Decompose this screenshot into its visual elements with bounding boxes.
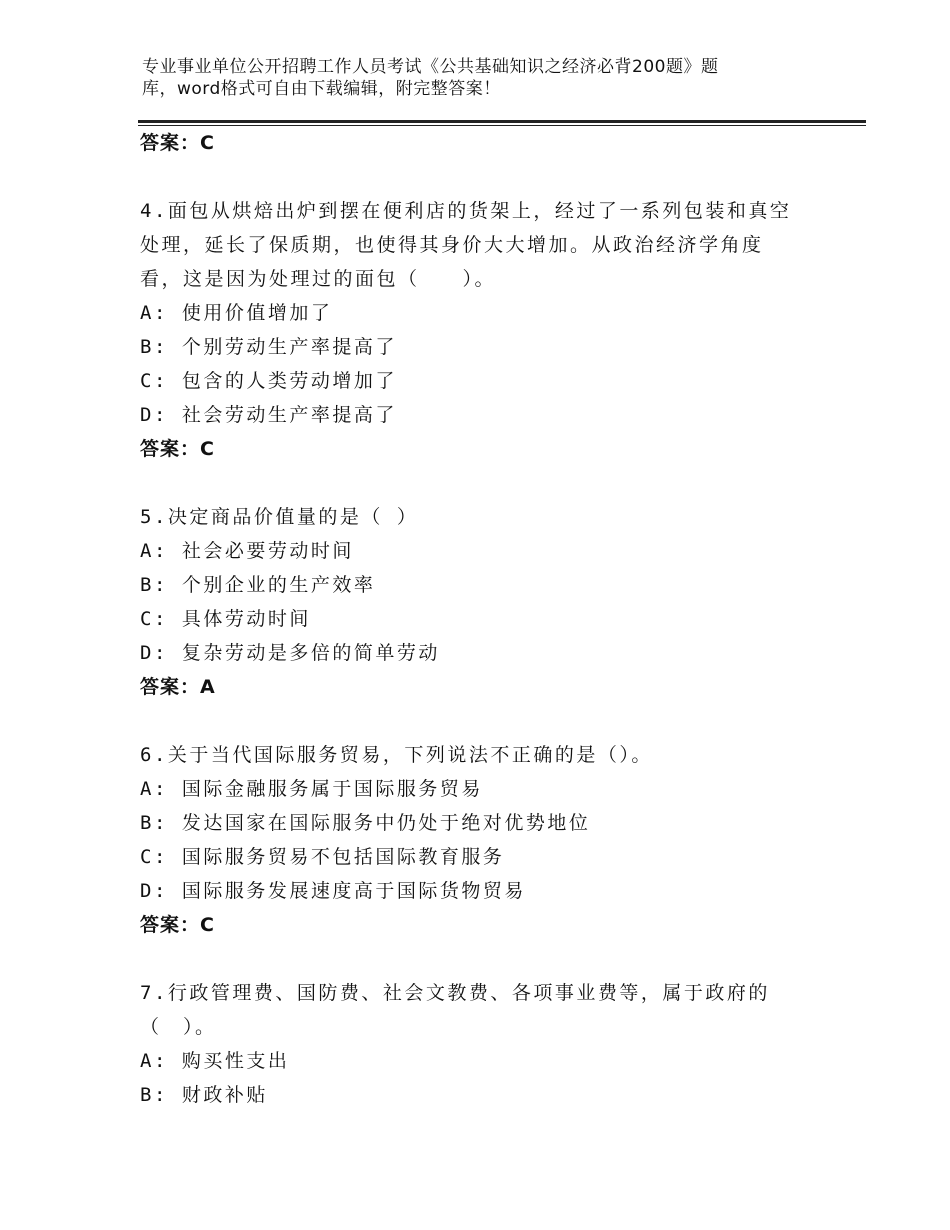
answer-line: 答案：C [140, 914, 215, 936]
document-header [142, 56, 782, 100]
option-b: B: 个别劳动生产率提高了 [140, 336, 397, 358]
option-a: A: 社会必要劳动时间 [140, 540, 354, 562]
question-text: 5.决定商品价值量的是（ ） [140, 506, 419, 528]
question-6 [140, 738, 820, 942]
option-d: D: 复杂劳动是多倍的简单劳动 [140, 642, 440, 664]
option-b: B: 个别企业的生产效率 [140, 574, 376, 596]
answer-line: 答案：C [140, 438, 215, 460]
question-text: 4.面包从烘焙出炉到摆在便利店的货架上，经过了一系列包装和真空处理，延长了保质期，也使得其身价大大增加。从政治经济学角度看，这是因为处理过的面包（ ）。 [140, 200, 792, 290]
question-5 [140, 500, 820, 704]
option-b: B: 发达国家在国际服务中仍处于绝对优势地位 [140, 812, 591, 834]
option-c: C: 包含的人类劳动增加了 [140, 370, 397, 392]
option-d: D: 国际服务发展速度高于国际货物贸易 [140, 880, 526, 902]
question-text: 7.行政管理费、国防费、社会文教费、各项事业费等，属于政府的（ ）。 [140, 982, 770, 1038]
header-rule-thick [138, 120, 866, 123]
option-a: A: 使用价值增加了 [140, 302, 333, 324]
answer-line: 答案：C [140, 132, 215, 154]
header-line-2: 库，word格式可自由下载编辑，附完整答案！ [142, 79, 501, 99]
question-7 [140, 976, 820, 1112]
question-4 [140, 194, 820, 466]
option-c: C: 国际服务贸易不包括国际教育服务 [140, 846, 505, 868]
header-line-1: 专业事业单位公开招聘工作人员考试《公共基础知识之经济必背200题》题 [142, 57, 719, 77]
option-d: D: 社会劳动生产率提高了 [140, 404, 397, 426]
answer-line: 答案：A [140, 676, 216, 698]
option-b: B: 财政补贴 [140, 1084, 268, 1106]
option-a: A: 购买性支出 [140, 1050, 290, 1072]
option-c: C: 具体劳动时间 [140, 608, 311, 630]
document-body [140, 126, 820, 1112]
question-text: 6.关于当代国际服务贸易，下列说法不正确的是（）。 [140, 744, 653, 766]
option-a: A: 国际金融服务属于国际服务贸易 [140, 778, 483, 800]
